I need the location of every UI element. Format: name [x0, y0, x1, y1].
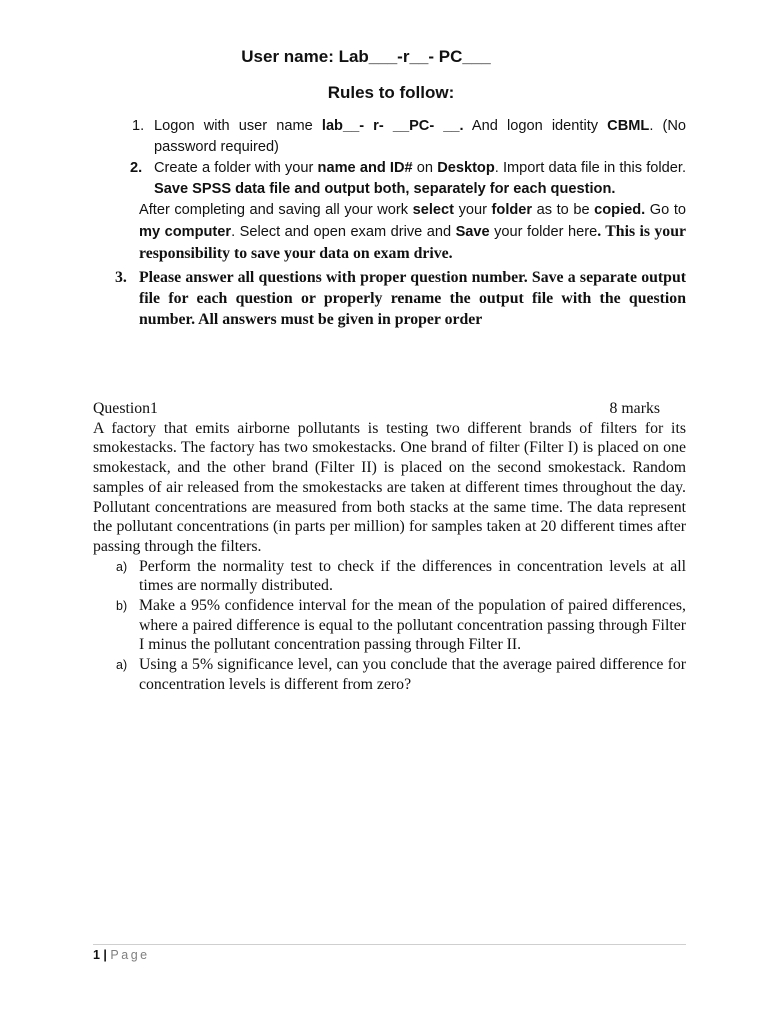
- question-marks: 8 marks: [609, 400, 660, 417]
- page-separator: |: [99, 948, 111, 962]
- question-1: [93, 399, 686, 695]
- subpart-label: a): [116, 658, 128, 673]
- subpart-label: a): [116, 559, 128, 574]
- page-footer: [93, 948, 150, 962]
- rules-list: [115, 116, 687, 330]
- page-word: Page: [110, 948, 150, 962]
- subpart-text: Perform the normality test to check if the differences in concentration levels at all times are normally distributed.: [139, 557, 686, 595]
- page-number: 1: [93, 948, 100, 962]
- question-subparts: [93, 557, 686, 695]
- question-header: [93, 399, 686, 419]
- question-title: Question1: [93, 400, 158, 417]
- subpart-item: [93, 557, 686, 596]
- subpart-label: b): [116, 599, 128, 614]
- rule-3-number: 3.: [115, 269, 127, 286]
- rule-2-continuation: After completing and saving all your work select your folder as to be copied. Go to my computer. Select and open exam drive and Save your folder here. This is your responsibility to save your data on exam drive.: [139, 202, 687, 262]
- rule-1-number: 1.: [132, 118, 145, 134]
- username-line: User name: Lab___-r__- PC___: [241, 47, 491, 66]
- subpart-item: [93, 655, 686, 694]
- question-body: A factory that emits airborne pollutants is testing two different brands of filters for its smokestacks. The factory has two smokestacks. One brand of filter (Filter I) is placed on one smokestack, and the other brand (Filter II) is placed on the second smokestack. Random samples of air released from the smokestacks are taken at different times throughout the day. Pollutant concentrations are measured from both stacks at the same time. The data represent the pollutant concentrations (in parts per million) for samples taken at 20 different times after passing through the filters.: [93, 419, 686, 555]
- rule-2: 2. Create a folder with your name and ID# on Desktop. Import data file in this folder. Save SPSS data file and output both, separately for each question.: [130, 160, 686, 197]
- subpart-item: [93, 596, 686, 655]
- rule-3: 3. Please answer all questions with proper question number. Save a separate output file for each question or properly rename the output file with the question number. All answers must be given in proper order: [115, 269, 686, 328]
- subpart-text: Make a 95% confidence interval for the mean of the population of paired differences, where a paired difference is equal to the pollutant concentration passing through Filter I minus the pollutant concentration passing through Filter II.: [139, 597, 686, 654]
- rule-2-number: 2.: [130, 160, 143, 176]
- rule-1: 1. Logon with user name lab__- r- __PC- __. And logon identity CBML. (No password required): [132, 118, 687, 155]
- footer-divider: [93, 944, 686, 945]
- subpart-text: Using a 5% significance level, can you conclude that the average paired difference for concentration levels is different from zero?: [139, 656, 686, 693]
- rules-title: Rules to follow:: [327, 83, 455, 102]
